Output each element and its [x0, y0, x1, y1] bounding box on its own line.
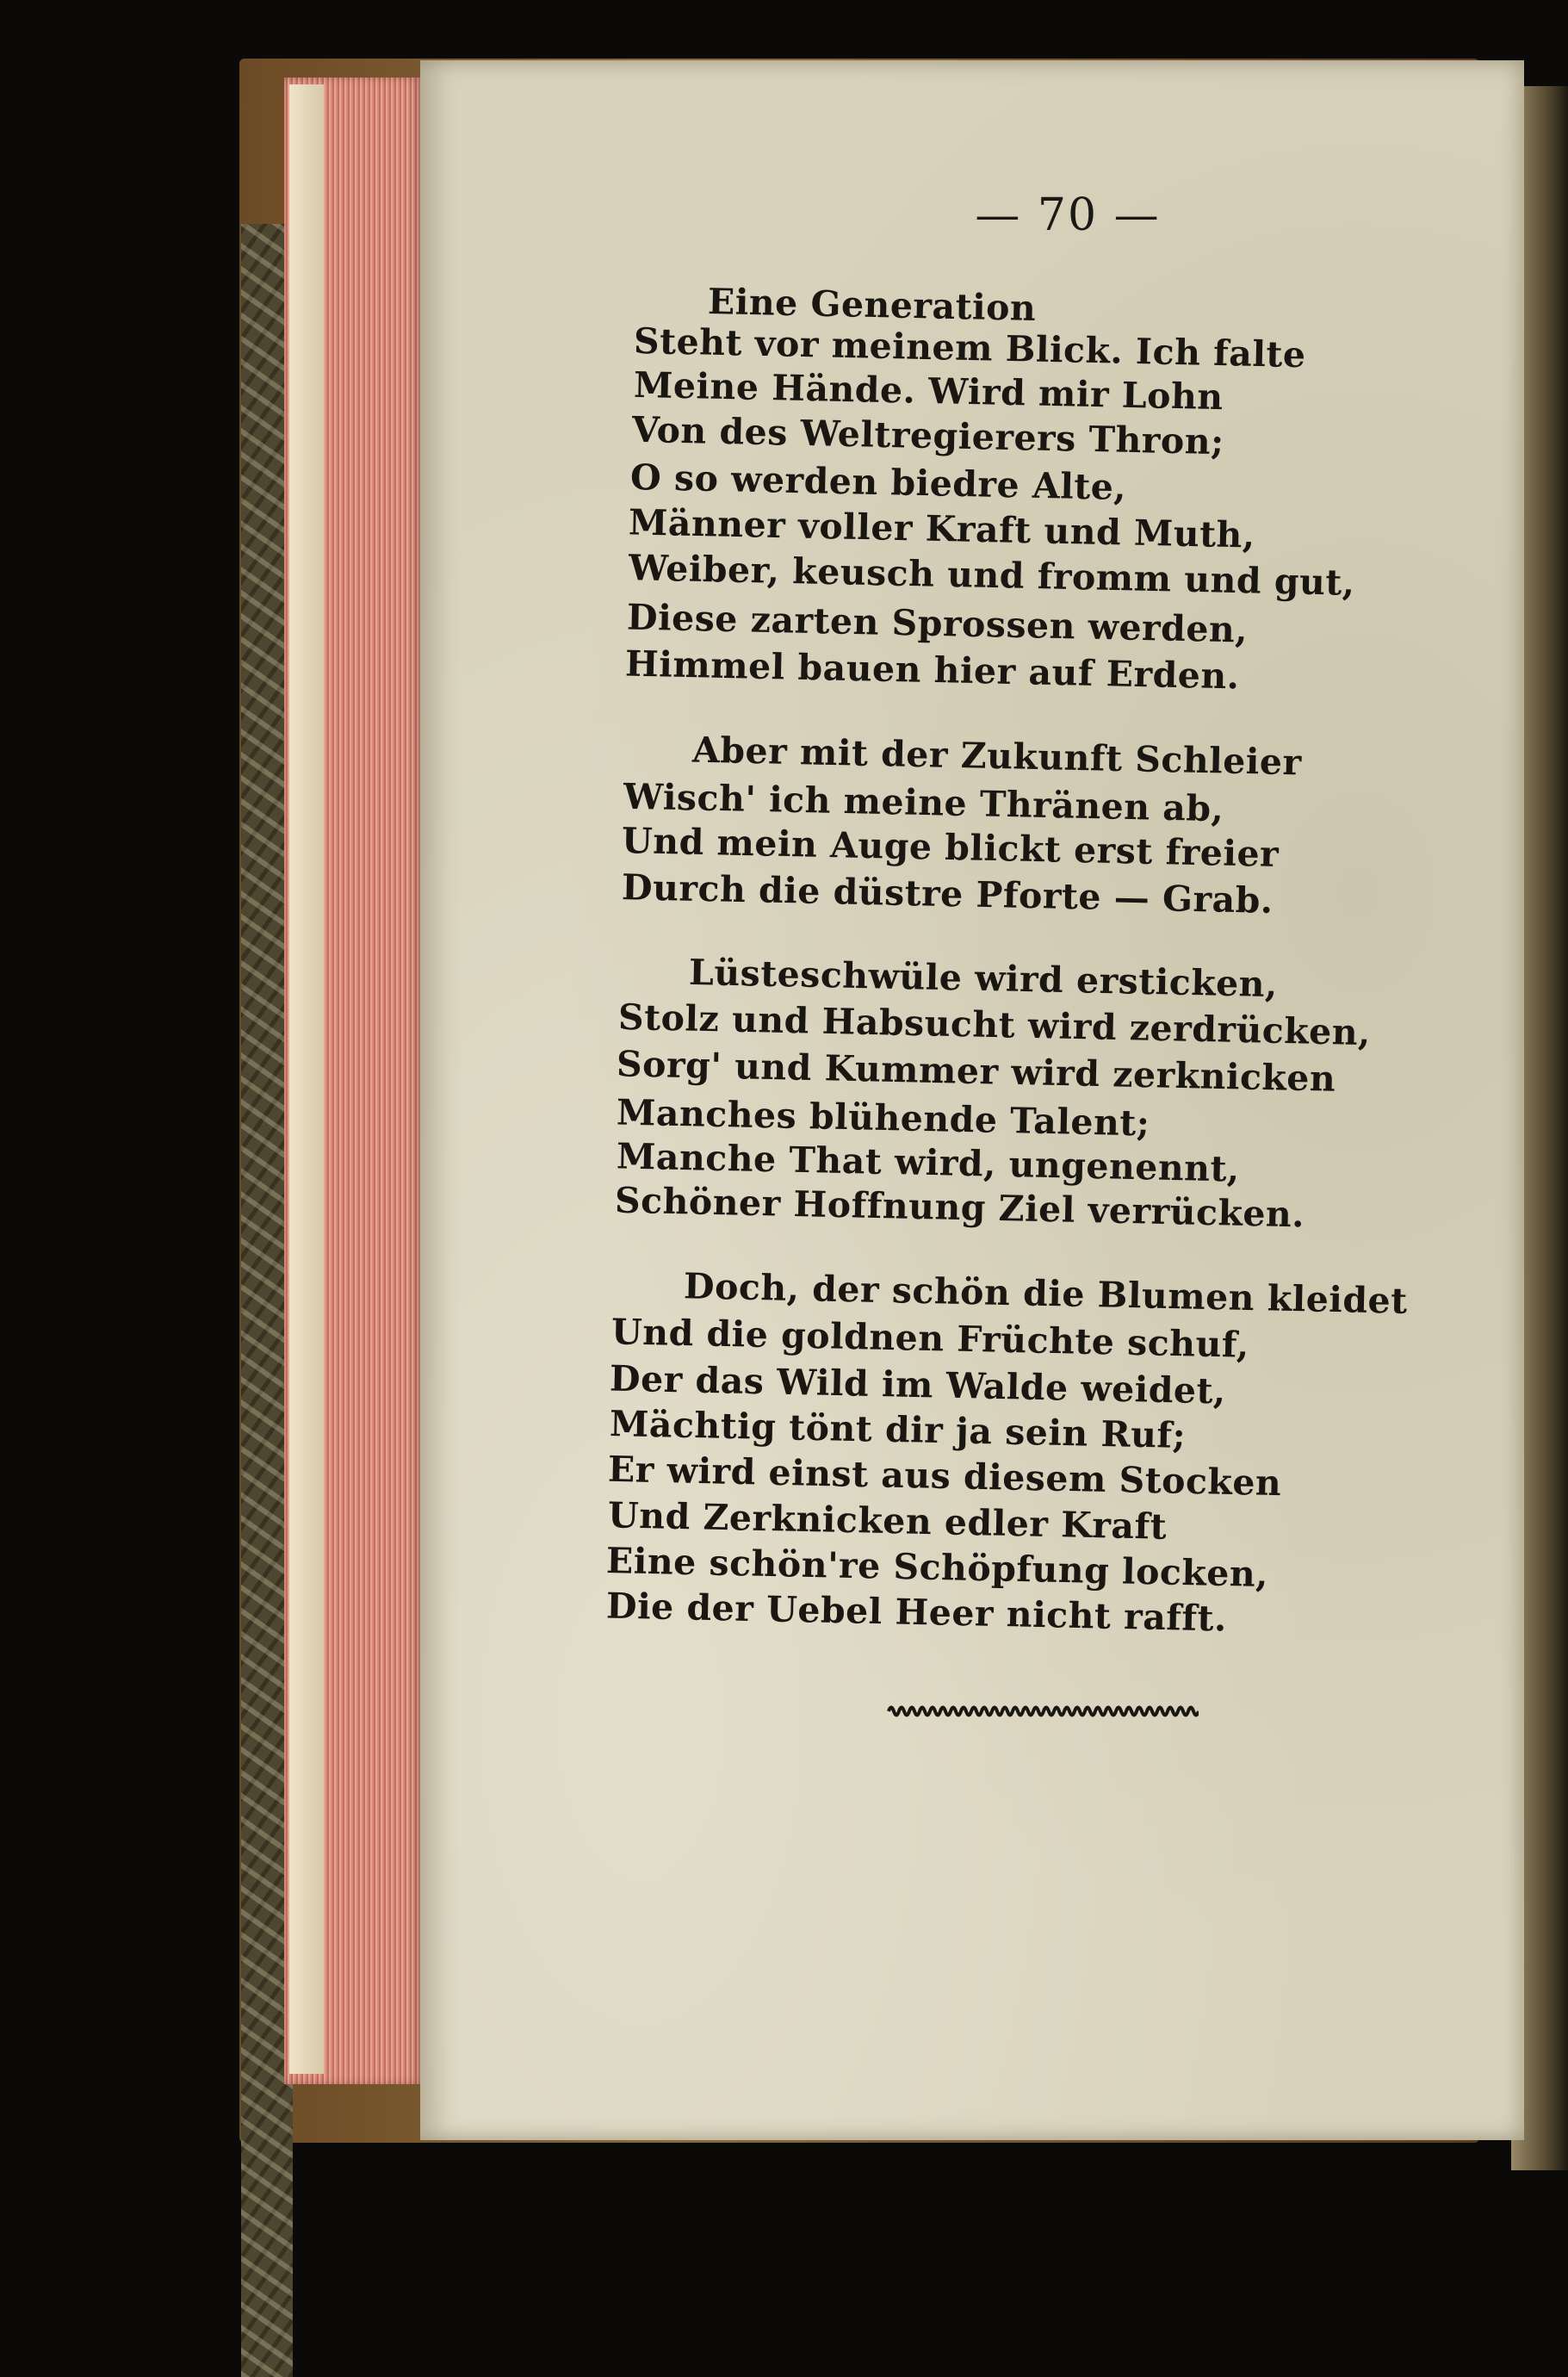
verse-line: Die der Uebel Heer nicht rafft.: [605, 1585, 1228, 1640]
verse-line: Eine schön're Schöpfung locken,: [605, 1539, 1269, 1596]
verse-line: Steht vor meinem Blick. Ich falte: [633, 320, 1306, 376]
verse-line: Himmel bauen hier auf Erden.: [624, 642, 1240, 698]
verse-line: Und Zerknicken edler Kraft: [607, 1494, 1168, 1548]
page-number: — 70 —: [975, 189, 1161, 241]
verse-line: Schöner Hoffnung Ziel verrücken.: [614, 1179, 1305, 1236]
verse-line: O so werden biedre Alte,: [629, 456, 1127, 509]
verse-line: Durch die düstre Pforte — Grab.: [621, 866, 1274, 922]
verse-line: Meine Hände. Wird mir Lohn: [633, 363, 1224, 419]
verse-line: Wisch' ich meine Thränen ab,: [623, 775, 1224, 830]
verse-line: Und die goldnen Früchte schuf,: [610, 1311, 1250, 1366]
verse-line: Von des Weltregierers Thron;: [631, 408, 1225, 463]
verse-line: Er wird einst aus diesem Stocken: [607, 1448, 1282, 1505]
verse-line: Stolz und Habsucht wird zerdrücken,: [617, 996, 1372, 1054]
verse-line: Doch, der schön die Blumen kleidet: [683, 1265, 1409, 1322]
verse-line: Sorg' und Kummer wird zerknicken: [616, 1043, 1336, 1100]
verse-line: Mächtig tönt dir ja sein Ruf;: [609, 1402, 1187, 1457]
verse-line: Diese zarten Sprossen werden,: [626, 596, 1249, 651]
verse-line: Und mein Auge blickt erst freier: [621, 820, 1280, 875]
verse-line: Lüsteschwüle wird ersticken,: [688, 951, 1279, 1006]
verse-line: Der das Wild im Walde weidet,: [609, 1357, 1227, 1412]
verse-line: Aber mit der Zukunft Schleier: [691, 729, 1303, 784]
wavy-ornament-rule: [887, 1702, 1199, 1721]
verse-line: Manche That wird, ungenennt,: [616, 1135, 1241, 1190]
verse-line: Manches blühende Talent;: [616, 1091, 1150, 1145]
verse-line: Männer voller Kraft und Muth,: [628, 501, 1256, 556]
verse-line: Weiber, keusch und fromm und gut,: [628, 547, 1356, 604]
verse-line: Eine Generation: [707, 281, 1037, 329]
